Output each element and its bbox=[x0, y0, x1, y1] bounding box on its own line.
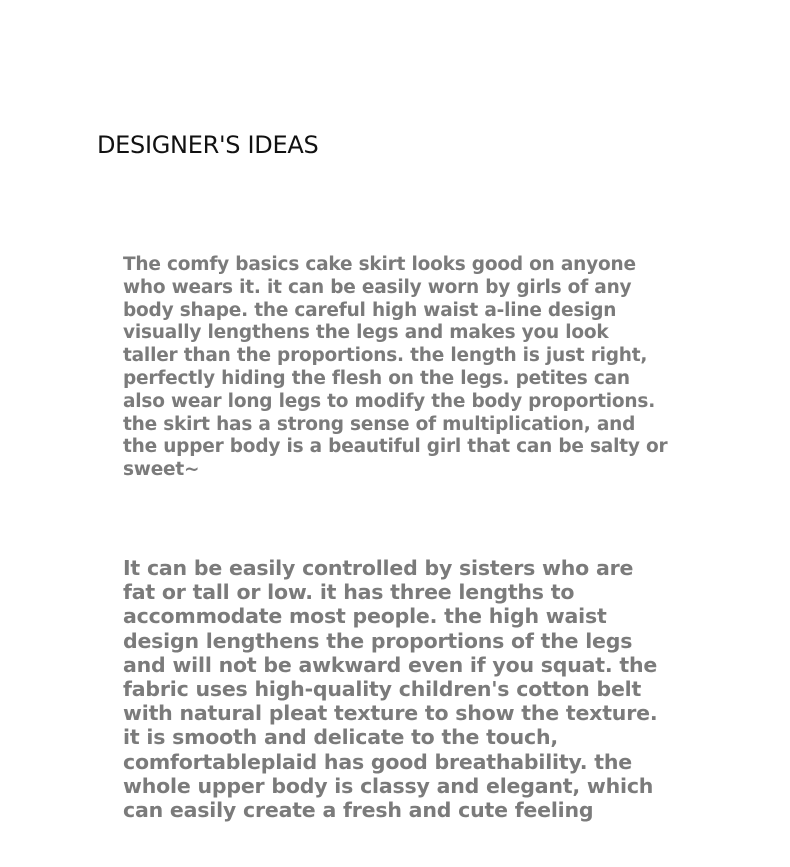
section-heading: DESIGNER'S IDEAS bbox=[97, 131, 319, 159]
description-paragraph-1: The comfy basics cake skirt looks good on anyone who wears it. it can be easily worn by girls of any body shape. the careful high waist a-line design visually lengthens the legs and makes you look taller than the proportions. the length is just right, perfectly hiding the flesh on the legs. petites can also wear long legs to modify the body proportions. the skirt has a strong sense of multiplication, and the upper body is a beautiful girl that can be salty or sweet~ bbox=[123, 254, 668, 481]
description-paragraph-2: It can be easily controlled by sisters who are fat or tall or low. it has three lengths to accommodate most people. the high waist design lengthens the proportions of the legs and will not be awkward even if you squat. the fabric uses high-quality children's cotton belt with natural pleat texture to show the texture. it is smooth and delicate to the touch, comfortableplaid has good breathability. the whole upper body is classy and elegant, which can easily create a fresh and cute feeling bbox=[123, 556, 658, 823]
